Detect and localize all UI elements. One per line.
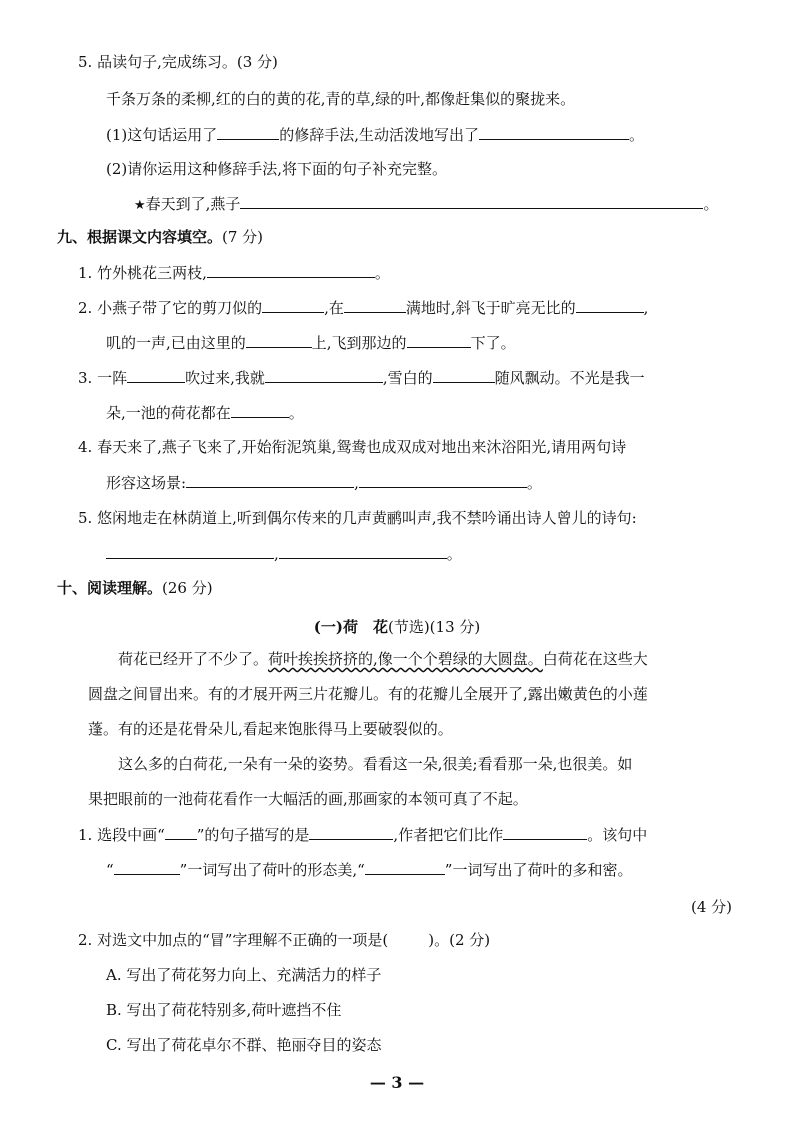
answer-blank[interactable]: [309, 827, 393, 840]
s9-item-2: [78, 300, 648, 316]
s10-q1-text-c: ,作者把它们比作: [393, 826, 504, 844]
s9-item-3-text-d: 随风飘动。不光是我一: [494, 369, 645, 387]
section-9-title: [57, 230, 263, 245]
answer-blank[interactable]: [262, 300, 324, 313]
page-number: — 3 —: [369, 1073, 425, 1092]
answer-blank[interactable]: [407, 335, 471, 348]
passage-p1-line3: 蓬。有的还是花骨朵儿,看起来饱胀得马上要破裂似的。: [88, 720, 453, 738]
s9-item-2-text-b: ,在: [324, 299, 344, 317]
answer-blank[interactable]: [217, 127, 279, 140]
q5-sub1: [106, 127, 644, 143]
q5-sub1-text-b: 的修辞手法,生动活泼地写出了: [279, 126, 480, 144]
passage-p2-line1: 这么多的白荷花,一朵有一朵的姿势。看看这一朵,很美;看看那一朵,也很美。如: [118, 755, 633, 773]
period: 。: [288, 404, 304, 422]
answer-blank[interactable]: [479, 127, 629, 140]
answer-blank[interactable]: [265, 370, 383, 383]
period: 。: [629, 126, 645, 144]
comma: ,: [274, 545, 279, 563]
passage-p2-line2: 果把眼前的一池荷花看作一大幅活的画,那画家的本领可真了不起。: [88, 790, 528, 808]
s10-q1-text-f: ”一词写出了荷叶的形态美,“: [179, 861, 365, 879]
passage-text: 荷花已经开了不少了。: [118, 650, 269, 668]
s9-item-4: 4. 春天来了,燕子飞来了,开始衔泥筑巢,鸳鸯也成双成对地出来沐浴阳光,请用两句诗: [78, 438, 627, 456]
answer-blank[interactable]: [246, 335, 312, 348]
option-b[interactable]: B. 写出了荷花特别多,荷叶遮挡不住: [106, 1001, 342, 1019]
s10-q2-text: 2. 对选文中加点的“冒”字理解不正确的一项是(: [78, 931, 389, 949]
answer-blank[interactable]: [240, 196, 703, 209]
s9-item-2-text-g: 下了。: [470, 334, 516, 352]
s10-q1-cont: [106, 862, 632, 878]
answer-blank[interactable]: [165, 827, 197, 840]
answer-blank[interactable]: [359, 475, 527, 488]
s9-item-3-text-b: 吹过来,我就: [185, 369, 265, 387]
s9-item-4-cont: [106, 475, 542, 491]
q5-star-line: [134, 196, 718, 212]
answer-blank[interactable]: [127, 370, 185, 383]
reading-title-note: (节选)(13 分): [387, 618, 481, 636]
passage-p1-line2: 圆盘之间冒出来。有的才展开两三片花瓣儿。有的花瓣儿全展开了,露出嫩黄色的小莲: [88, 685, 648, 703]
option-c[interactable]: C. 写出了荷花卓尔不群、艳丽夺目的姿态: [106, 1036, 382, 1054]
s9-item-5: 5. 悠闲地走在林荫道上,听到偶尔传来的几声黄鹂叫声,我不禁吟诵出诗人曾儿的诗句:: [78, 509, 637, 527]
s9-item-2-text-c: 满地时,斜飞于旷亮无比的: [405, 299, 576, 317]
s9-item-2-text-d: ,: [643, 299, 649, 317]
star-icon: ★: [134, 198, 146, 213]
s9-item-1-text: 1. 竹外桃花三两枝,: [78, 264, 207, 282]
s10-q1-text-a: 1. 选段中画“: [78, 826, 165, 844]
q5-heading: 5. 品读句子,完成练习。(3 分): [78, 53, 278, 71]
s9-item-4-text-b: 形容这场景:: [106, 474, 187, 492]
section-10-title: [57, 581, 213, 596]
s9-item-3-text-e: 朵,一池的荷花都在: [106, 404, 231, 422]
s9-item-3-cont: [106, 405, 304, 421]
section-9-points: (7 分): [222, 228, 264, 246]
s9-item-2-text-e: 叽的一声,已由这里的: [106, 334, 246, 352]
q5-sentence: 千条万条的柔柳,红的白的黄的花,青的草,绿的叶,都像赶集似的聚拢来。: [106, 90, 576, 108]
answer-blank[interactable]: [433, 370, 495, 383]
passage-p1-line1: [118, 652, 648, 667]
s9-item-2-text-f: 上,飞到那边的: [311, 334, 407, 352]
s10-q2-text-b: )。(2 分): [428, 931, 491, 949]
s9-item-1: [78, 265, 390, 281]
s10-q1-points: (4 分): [690, 898, 732, 916]
option-a[interactable]: A. 写出了荷花努力向上、充满活力的样子: [106, 966, 382, 984]
s10-q1: [78, 827, 647, 843]
wavy-underlined-sentence: 荷叶挨挨挤挤的,像一个个碧绿的大圆盘。: [268, 650, 543, 668]
q5-star-text: 春天到了,燕子: [145, 195, 241, 213]
section-10-heading: 十、阅读理解。: [57, 579, 163, 597]
period: 。: [703, 195, 719, 213]
s10-q1-text-b: ”的句子描写的是: [196, 826, 310, 844]
answer-blank[interactable]: [576, 300, 644, 313]
answer-blank[interactable]: [114, 862, 180, 875]
period: 。: [446, 545, 462, 563]
answer-blank[interactable]: [503, 827, 587, 840]
s9-item-2-cont: [106, 335, 516, 351]
s10-q1-text-e: “: [106, 861, 114, 879]
s10-q1-text-d: 。该句中: [587, 826, 648, 844]
q5-sub1-text-a: (1)这句话运用了: [106, 126, 218, 144]
s9-item-3-text-c: ,雪白的: [382, 369, 433, 387]
reading-subtitle: [0, 616, 794, 637]
answer-blank[interactable]: [106, 546, 274, 559]
s9-item-2-text-a: 2. 小燕子带了它的剪刀似的: [78, 299, 263, 317]
comma: ,: [354, 474, 359, 492]
period: 。: [374, 264, 390, 282]
s9-item-5-cont: [106, 546, 462, 562]
s10-q2: [78, 933, 490, 948]
passage-text: 白荷花在这些大: [542, 650, 648, 668]
answer-blank[interactable]: [344, 300, 406, 313]
s9-item-3-text-a: 3. 一阵: [78, 369, 128, 387]
s9-item-3: [78, 370, 645, 386]
answer-blank[interactable]: [207, 265, 375, 278]
answer-blank[interactable]: [279, 546, 447, 559]
answer-blank[interactable]: [231, 405, 289, 418]
s10-q1-text-g: ”一词写出了荷叶的多和密。: [444, 861, 633, 879]
section-9-heading: 九、根据课文内容填空。: [57, 228, 223, 246]
q5-sub2: (2)请你运用这种修辞手法,将下面的句子补充完整。: [106, 160, 448, 178]
period: 。: [526, 474, 542, 492]
answer-blank[interactable]: [365, 862, 445, 875]
answer-blank[interactable]: [186, 475, 354, 488]
reading-title: (一)荷 花: [313, 618, 388, 636]
section-10-points: (26 分): [162, 579, 213, 597]
